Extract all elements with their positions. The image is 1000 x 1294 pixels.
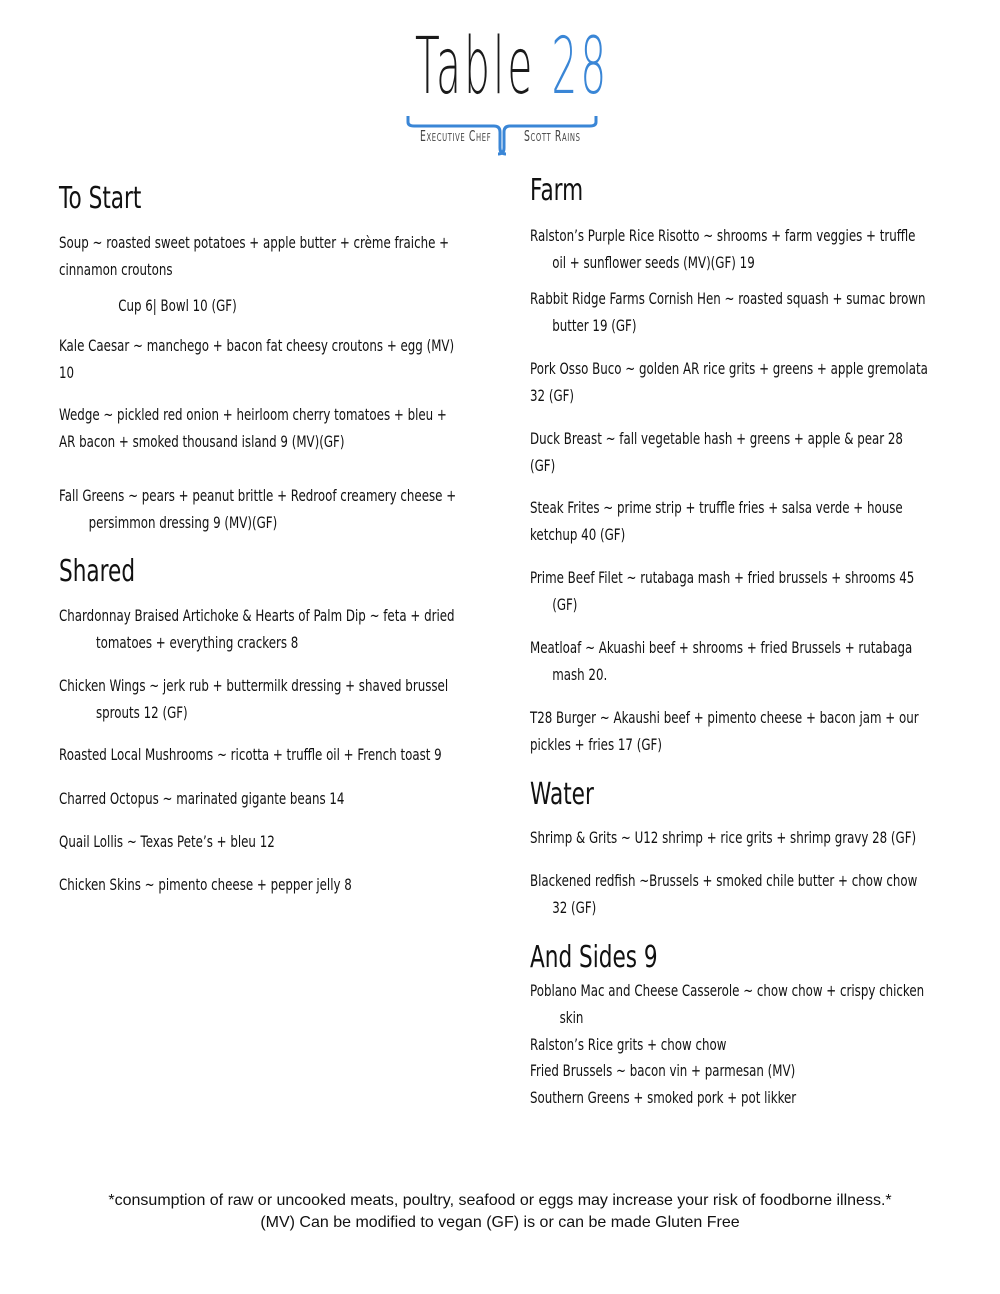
item-line: AR bacon + smoked thousand island 9 (MV)(GF) bbox=[59, 431, 345, 451]
item-line: T28 Burger ~ Akaushi beef + pimento cheese + bacon jam + our bbox=[530, 708, 919, 727]
menu-item bbox=[59, 742, 496, 769]
menu-item bbox=[59, 829, 496, 856]
restaurant-logo bbox=[0, 0, 1000, 170]
item-line: Fried Brussels ~ bacon vin + parmesan (MV) bbox=[530, 1061, 796, 1080]
item-line: Blackened redfish ~Brussels + smoked chile butter + chow chow bbox=[530, 871, 918, 890]
item-line: Shrimp & Grits ~ U12 shrimp + rice grits + shrimp gravy 28 (GF) bbox=[530, 828, 917, 847]
item-line: Rabbit Ridge Farms Cornish Hen ~ roasted squash + sumac brown bbox=[530, 289, 926, 308]
item-line: Quail Lollis ~ Texas Pete’s + bleu 12 bbox=[59, 832, 275, 851]
item-line: oil + sunflower seeds (MV)(GF) 19 bbox=[552, 252, 755, 272]
menu-item bbox=[530, 286, 967, 339]
menu-item bbox=[530, 565, 967, 618]
item-line: Kale Caesar ~ manchego + bacon fat cheesy croutons + egg (MV) bbox=[59, 336, 455, 355]
item-line: Ralston’s Purple Rice Risotto ~ shrooms + farm veggies + truffle bbox=[530, 226, 916, 245]
menu-item bbox=[530, 1085, 967, 1112]
menu-item bbox=[530, 356, 967, 409]
menu-item bbox=[59, 872, 496, 899]
menu-item bbox=[59, 293, 496, 320]
item-line: (GF) bbox=[552, 594, 578, 614]
chef-name: Scott Rains bbox=[524, 127, 581, 145]
item-line: skin bbox=[559, 1007, 584, 1027]
item-line: Chicken Wings ~ jerk rub + buttermilk dressing + shaved brussel bbox=[59, 676, 449, 695]
menu-item bbox=[530, 825, 967, 852]
menu-item bbox=[530, 978, 967, 1031]
item-line: ketchup 40 (GF) bbox=[530, 524, 626, 544]
item-line: mash 20. bbox=[552, 664, 608, 684]
section-heading-farm: Farm bbox=[530, 173, 584, 208]
food-safety-warning: *consumption of raw or uncooked meats, poultry, seafood or eggs may increase your risk of foodborne illness.* bbox=[108, 1192, 892, 1209]
item-line: Meatloaf ~ Akuashi beef + shrooms + fried Brussels + rutabaga bbox=[530, 638, 913, 657]
item-line: Chicken Skins ~ pimento cheese + pepper jelly 8 bbox=[59, 875, 352, 894]
item-line: Charred Octopus ~ marinated gigante beans 14 bbox=[59, 789, 345, 808]
item-line: Duck Breast ~ fall vegetable hash + greens + apple & pear 28 bbox=[530, 429, 903, 448]
menu-item bbox=[530, 868, 967, 921]
item-line: 32 (GF) bbox=[530, 385, 575, 405]
menu-item bbox=[59, 483, 496, 536]
item-line: Poblano Mac and Cheese Casserole ~ chow chow + crispy chicken bbox=[530, 981, 925, 1000]
menu-item bbox=[530, 1032, 967, 1059]
section-heading-shared: Shared bbox=[59, 554, 136, 589]
item-line: Southern Greens + smoked pork + pot likker bbox=[530, 1088, 797, 1107]
menu-item bbox=[530, 495, 967, 548]
menu-item bbox=[530, 705, 967, 758]
item-line: Cup 6| Bowl 10 (GF) bbox=[118, 296, 237, 315]
item-line: butter 19 (GF) bbox=[552, 315, 637, 335]
section-heading-sides: And Sides 9 bbox=[530, 940, 658, 975]
dietary-legend: (MV) Can be modified to vegan (GF) is or can be made Gluten Free bbox=[260, 1214, 740, 1231]
item-line: Chardonnay Braised Artichoke & Hearts of Palm Dip ~ feta + dried bbox=[59, 606, 455, 625]
item-line: sprouts 12 (GF) bbox=[96, 702, 188, 722]
menu-item bbox=[530, 1058, 967, 1085]
item-line: Pork Osso Buco ~ golden AR rice grits + greens + apple gremolata bbox=[530, 359, 928, 378]
item-line: pickles + fries 17 (GF) bbox=[530, 734, 662, 754]
logo-title-number: 28 bbox=[551, 22, 610, 112]
item-line: persimmon dressing 9 (MV)(GF) bbox=[88, 512, 278, 532]
item-line: Soup ~ roasted sweet potatoes + apple butter + crème fraiche + bbox=[59, 233, 450, 252]
section-heading-to-start: To Start bbox=[59, 181, 142, 216]
menu-item bbox=[59, 673, 496, 726]
menu-item bbox=[59, 786, 496, 813]
chef-label: Executive Chef bbox=[420, 127, 492, 145]
item-line: Prime Beef Filet ~ rutabaga mash + fried brussels + shrooms 45 bbox=[530, 568, 915, 587]
item-line: Wedge ~ pickled red onion + heirloom cherry tomatoes + bleu + bbox=[59, 405, 447, 424]
item-line: cinnamon croutons bbox=[59, 259, 173, 279]
item-line: Ralston’s Rice grits + chow chow bbox=[530, 1035, 727, 1054]
item-line: 32 (GF) bbox=[552, 897, 597, 917]
item-line: Steak Frites ~ prime strip + truffle fries + salsa verde + house bbox=[530, 498, 903, 517]
menu-item bbox=[530, 426, 967, 479]
menu-item bbox=[59, 402, 496, 455]
logo-title-word: Table bbox=[415, 22, 536, 112]
item-line: Roasted Local Mushrooms ~ ricotta + truffle oil + French toast 9 bbox=[59, 745, 442, 764]
item-line: (GF) bbox=[530, 455, 556, 475]
logo-title bbox=[415, 22, 610, 112]
item-line: tomatoes + everything crackers 8 bbox=[96, 632, 299, 652]
item-line: Fall Greens ~ pears + peanut brittle + Redroof creamery cheese + bbox=[59, 486, 457, 505]
item-line: 10 bbox=[59, 362, 75, 382]
menu-item bbox=[59, 603, 496, 656]
section-heading-water: Water bbox=[530, 777, 594, 812]
menu-item bbox=[530, 223, 967, 276]
menu-item bbox=[59, 230, 496, 283]
menu-item bbox=[59, 333, 496, 386]
menu-item bbox=[530, 635, 967, 688]
